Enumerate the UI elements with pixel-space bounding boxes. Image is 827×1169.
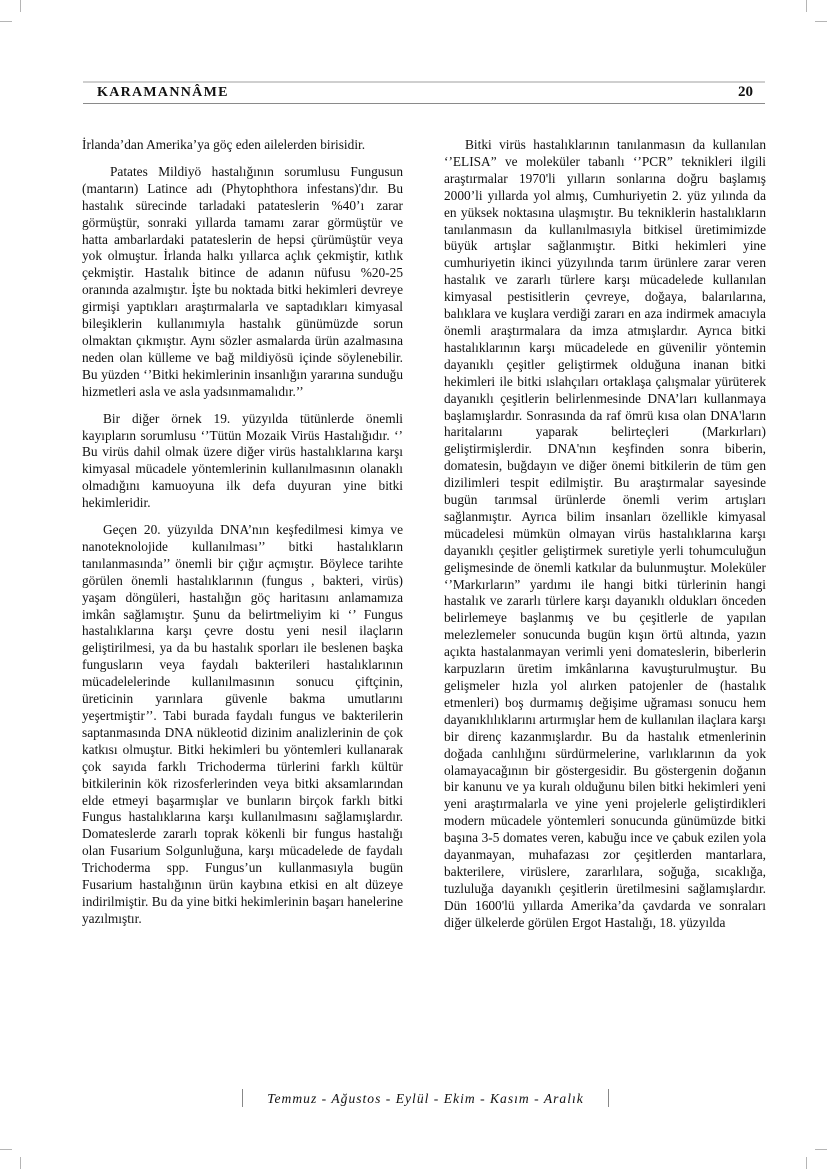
journal-title: KARAMANNÂME — [97, 85, 229, 100]
crop-mark-bottom-right-v — [806, 1157, 807, 1169]
paragraph: Patates Mildiyö hastalığının sorumlusu Fungusun (mantarın) Latince adı (Phytophthora infestans)'dır. Bu hastalık sürecinde tarladaki patateslerin %40’ı zarar görmüştür, sonraki yıllarda tamamı zarar görmüştür ve hatta ambarlardaki patateslerin de hepsi çürümüştür veya yok olmuştur. İrlanda halkı yıllarca açlık çekmiştir, kıtlık çekmiştir. Hastalık bitince de adanın nüfusu %20-25 oranında azalmıştır. İşte bu noktada bitki hekimleri devreye girmişi yaptıkları araştırmalarla ve saptadıkları kimyasal bileşiklerin kullanımıyla hastalık günümüzde sorun olmaktan çıkmıştır. Aynı sözler asmalarda ürün azalmasına neden olan külleme ve bağ mildiyösü içinde söylenebilir. Bu yüzden ‘’Bitki hekimlerinin insanlığın yararına sunduğu hizmetleri asla ve asla yadsınmamalıdır.’’ — [82, 163, 403, 399]
right-column — [444, 137, 766, 932]
page-number: 20 — [738, 84, 753, 100]
running-footer — [242, 1089, 609, 1107]
crop-mark-bottom-left-v — [20, 1157, 21, 1169]
issue-months: Temmuz - Ağustos - Eylül - Ekim - Kasım - Aralık — [267, 1091, 584, 1106]
crop-mark-bottom-right-h — [815, 1149, 827, 1150]
left-column — [82, 137, 403, 928]
crop-mark-bottom-left-h — [0, 1149, 12, 1150]
crop-mark-top-right-v — [806, 0, 807, 12]
paragraph: Geçen 20. yüzyılda DNA’nın keşfedilmesi kimya ve nanoteknolojide kullanılması’’ bitki hastalıkların tanılanmasında’’ önemli bir çığır açmıştır. Böylece tarihte görülen önemli hastalıklarının (fungus , bakteri, virüs) yaşam döngüleri, hastalığın göç haritasını anlamamıza imkân sağlamıştır. Şunu da belirtmeliyim ki ‘’ Fungus hastalıklarına karşı çevre dostu yeni nesil ilaçların geliştirilmesi, ya da bu hastalık sporları ile beslenen başka fungusların veya faydalı bakterileri hastalıklarının mücadelelerinde kullanılmasının sonucu çiftçinin, üreticinin yarınlara güvenle bakma umutlarını yeşertmiştir’’. Tabi burada faydalı fungus ve bakterilerin saptanmasında DNA nükleotid dizinim analizlerinin de çok katkısı olmuştur. Bitki hekimleri bu yöntemleri kullanarak çok sayıda farklı Trichoderma türlerini farklı kültür bitkilerinin kök rizosferlerinden veya bitki aksamlarından elde etmeyi başarmışlar ve bunların birçok farklı bitki Fungus hastalıklarına karşı kullanılmasını sağlamışlardır. Domateslerde zararlı toprak kökenli bir fungus hastalığı olan Fusarium Solgunluğuna, karşı mücadelede de faydalı Trichoderma spp. Fungus’un kullanmasıyla bugün Fusarium hastalığının ürün kaybına etkisi en alt düzeye indirilmiştir. Bu da yine bitki hekimlerinin başarı hanelerine yazılmıştır. — [82, 522, 403, 926]
paragraph: Bir diğer örnek 19. yüzyılda tütünlerde önemli kayıpların sorumlusu ‘’Tütün Mozaik Virüs Hastalığıdır. ‘’ Bu virüs dahil olmak üzere diğer virüs hastalıklarına karşı kimyasal mücadele yöntemlerinin kullanılmasının olanaklı olmadığını kamuoyuna ilk defa duyuran yine bitki hekimleridir. — [82, 410, 403, 511]
paragraph: Bitki virüs hastalıklarının tanılanmasın da kullanılan ‘’ELISA” ve moleküler tabanlı ‘’PCR” teknikleri ilgili araştırmalar 1970'li yılların sonlarına doğru başlamış 2000’li yıllarda yol almış, Cumhuriyetin 2. yüz yılında da en yüksek noktasına ulaşmıştır. Bu tekniklerin hastalıkların tanılanmasın da kullanılmasıyla bitkisel üretimimizde büyük artışlar sağlanmıştır. Bitki hekimleri yine cumhuriyetin ikinci yüzyılında tarım ürünlere zarar veren hastalık ve zararlı türlere karşı mücadelede kullanılan kimyasal pestisitlerin çevreye, doğaya, balarılarına, balıklara ve kuşlara verdiği zararı en aza indirmek amacıyla önemli araştırmalara da imza atmışlardır. Ayrıca bitki hastalıklarının karşı mücadelede en güvenilir yöntemin dayanıklı çeşitler geliştirmek olduğuna inanan bitki hekimleri ile bitki ıslahçıları ortaklaşa çalışmalar yürüterek dayanıklı çeşitlerin belirlenmesinde DNA’ları kullanmaya başlamışlardır. Sonrasında da raf ömrü kısa olan DNA'ların haritalarını yaparak belirteçleri (Markırları) geliştirmişlerdir. DNA'nın keşfinden sonra biberin, domatesin, buğdayın ve diğer önemi bitkilerin de tüm gen dizilimleri tespit edilmiştir. Bu araştırmalar sayesinde bugün tarımsal ürünlerde önemli verim artışları sağlanmıştır. Ayrıca bilim insanları özellikle kimyasal mücadelesi mümkün olmayan virüs hastalıklarına karşı dayanıklı çeşitler geliştirmek suretiyle yerli tohumculuğun gelişmesinde de önemli katkılar da bulunmuştur. Moleküler ‘’Markırların” yardımı ile hangi bitki türlerinin hangi hastalık ve zararlı türlere karşı dayanıklı oldukları önceden belirlemeye başlanmış ve bu çeşitlerle de yapılan melezlemeler sonucunda bugün kışın örtü altında, yazın açıkta hastalanmayan verimli yeni domateslerin, biberlerin karpuzların üretim imkânlarına kavuşturulmuştur. Bu gelişmeler hızla yol alırken patojenler de (hastalık etmenleri) boş durmamış değişime uğraması sonucu hem dayanıklılıklarını artırmışlar hem de kullanılan ilaçlara karşı bir direnç kazanmışlardır. Bu da hastalık etmenlerinin doğada canlılığını sürdürmelerine, varlıklarının da yok olamayacağının bir göstergesidir. Bu göstergenin doğanın bir kanunu ve ya kuralı olduğunu bilen bitki hekimleri yeni yeni araştırmalarla ve yine yeni projelerle geliştirdikleri modern mücadele yöntemleri sonucunda günümüzde bitki başına 3-5 domates veren, kabuğu ince ve çabuk ezilen yola dayanmayan, muhafazası zor çeşitlerden mantarlara, bakterilere, virüslere, zararlılara, soğuğa, sıcaklığa, tuzluluğa dayanıklı çeşitlerin üretilmesini sağlamışlardır. Dün 1600'lü yıllarda Amerika’da çavdarda ve sonraları diğer ülkelerde görülen Ergot Hastalığı, 18. yüzyılda — [444, 137, 766, 930]
crop-mark-top-right-h — [815, 21, 827, 22]
running-header — [83, 81, 765, 104]
crop-mark-top-left-h — [0, 21, 12, 22]
paragraph: İrlanda’dan Amerika’ya göç eden ailelerden birisidir. — [82, 137, 366, 152]
crop-mark-top-left-v — [20, 0, 21, 12]
